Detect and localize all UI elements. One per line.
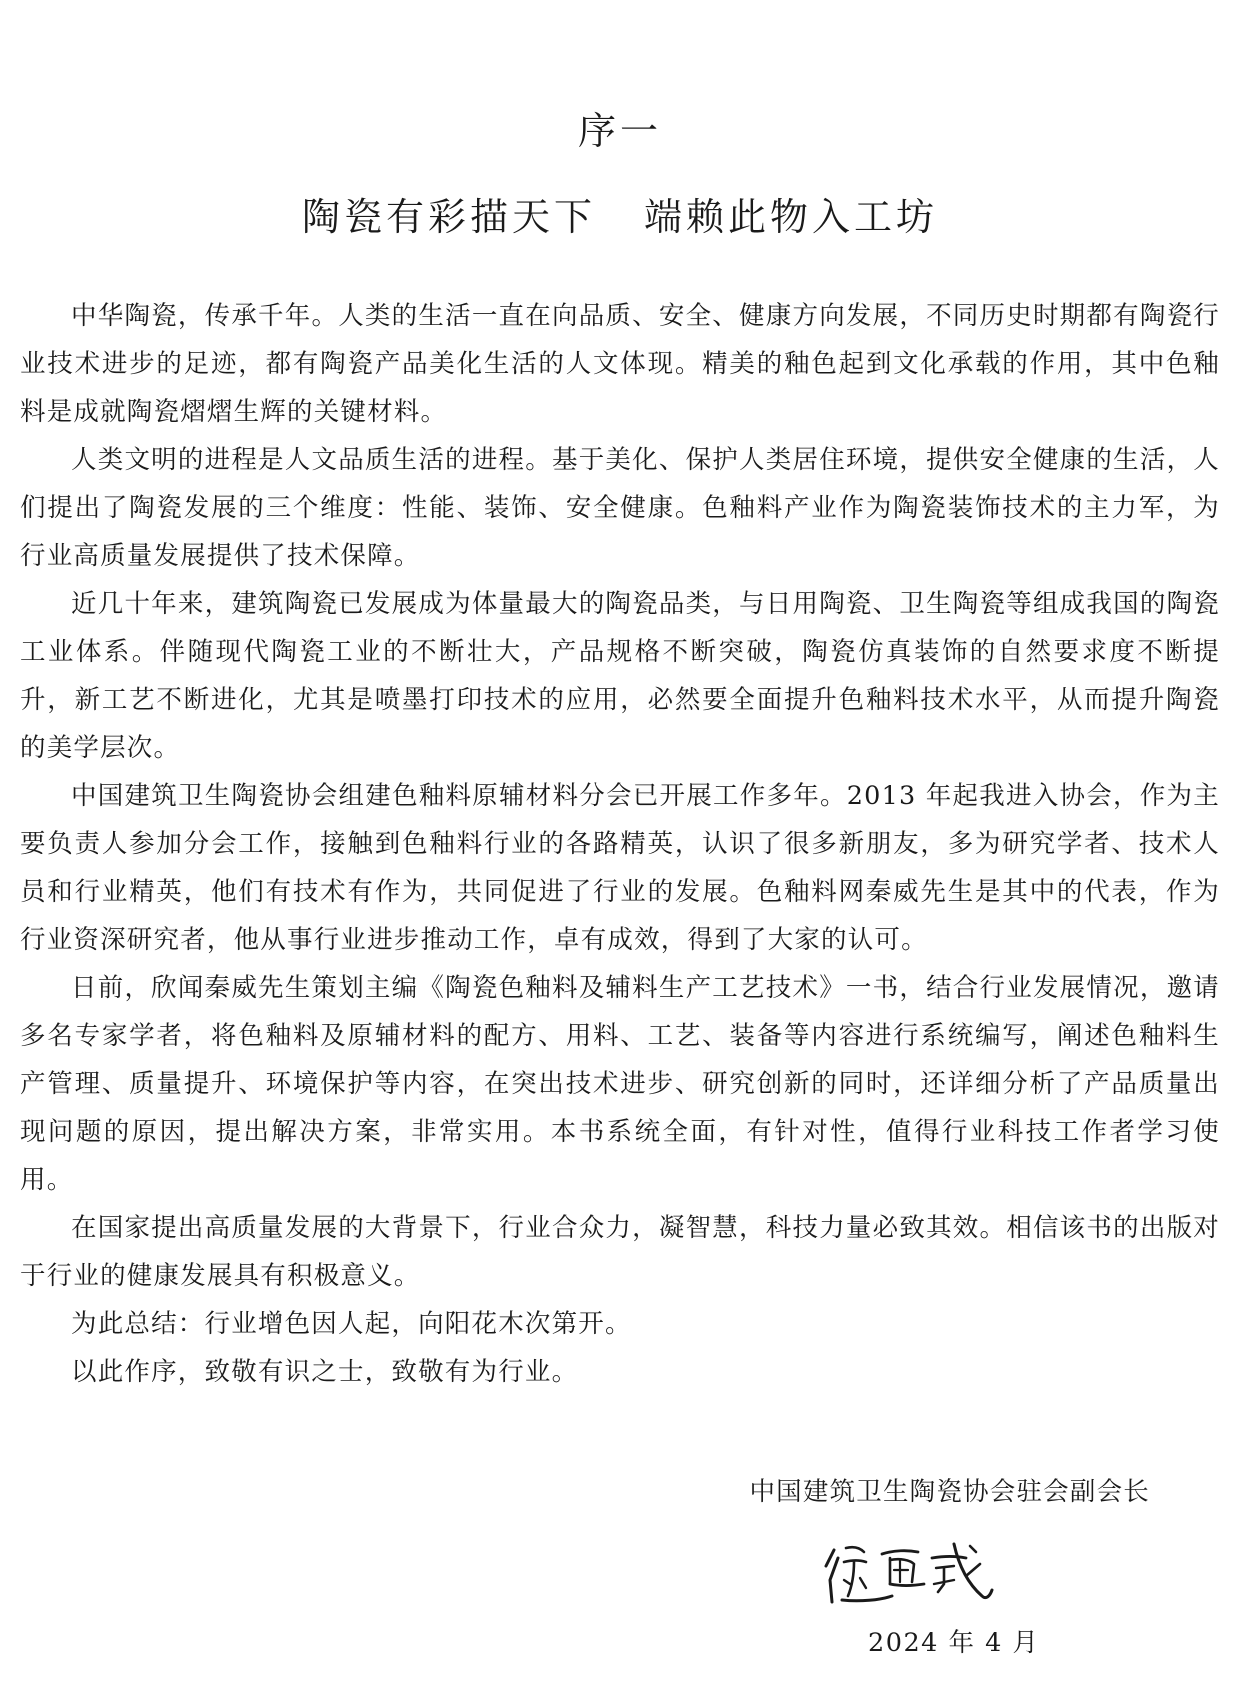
title-part-2: 端赖此物入工坊 (644, 195, 939, 239)
paragraph-2: 人类文明的进程是人文品质生活的进程。基于美化、保护人类居住环境，提供安全健康的生活，人们提出了陶瓷发展的三个维度：性能、装饰、安全健康。色釉料产业作为陶瓷装饰技术的主力军，为行业高质量发展提供了技术保障。 (20, 445, 1220, 571)
paragraph-3: 近几十年来，建筑陶瓷已发展成为体量最大的陶瓷品类，与日用陶瓷、卫生陶瓷等组成我国的陶瓷工业体系。伴随现代陶瓷工业的不断壮大，产品规格不断突破，陶瓷仿真装饰的自然要求度不断提升，新工艺不断进化，尤其是喷墨打印技术的应用，必然要全面提升色釉料技术水平，从而提升陶瓷的美学层次。 (20, 589, 1220, 763)
paragraph-7: 为此总结：行业增色因人起，向阳花木次第开。 (71, 1309, 632, 1339)
preface-label: 序一 (577, 109, 662, 153)
handwritten-signature (820, 1536, 1000, 1608)
signatory-title: 中国建筑卫生陶瓷协会驻会副会长 (749, 1477, 1150, 1507)
paragraph-8: 以此作序，致敬有识之士，致敬有为行业。 (71, 1357, 579, 1387)
paragraph-6: 在国家提出高质量发展的大背景下，行业合众力，凝智慧，科技力量必致其效。相信该书的出版对于行业的健康发展具有积极意义。 (20, 1213, 1220, 1291)
paragraph-4: 中国建筑卫生陶瓷协会组建色釉料原辅材料分会已开展工作多年。2013 年起我进入协会，作为主要负责人参加分会工作，接触到色釉料行业的各路精英，认识了很多新朋友，多为研究学者、技术人员和行业精英，他们有技术有作为，共同促进了行业的发展。色釉料网秦威先生是其中的代表，作为行业资深研究者，他从事行业进步推动工作，卓有成效，得到了大家的认可。 (20, 781, 1220, 955)
title-part-1: 陶瓷有彩描天下 (301, 195, 596, 239)
preface-title (0, 186, 1240, 241)
paragraph-5: 日前，欣闻秦威先生策划主编《陶瓷色釉料及辅料生产工艺技术》一书，结合行业发展情况，邀请多名专家学者，将色釉料及原辅材料的配方、用料、工艺、装备等内容进行系统编写，阐述色釉料生产管理、质量提升、环境保护等内容，在突出技术进步、研究创新的同时，还详细分析了产品质量出现问题的原因，提出解决方案，非常实用。本书系统全面，有针对性，值得行业科技工作者学习使用。 (20, 973, 1220, 1195)
date: 2024 年 4 月 (868, 1628, 1040, 1658)
preface-body (20, 292, 1220, 1396)
paragraph-1: 中华陶瓷，传承千年。人类的生活一直在向品质、安全、健康方向发展，不同历史时期都有陶瓷行业技术进步的足迹，都有陶瓷产品美化生活的人文体现。精美的釉色起到文化承载的作用，其中色釉料是成就陶瓷熠熠生辉的关键材料。 (20, 301, 1220, 427)
